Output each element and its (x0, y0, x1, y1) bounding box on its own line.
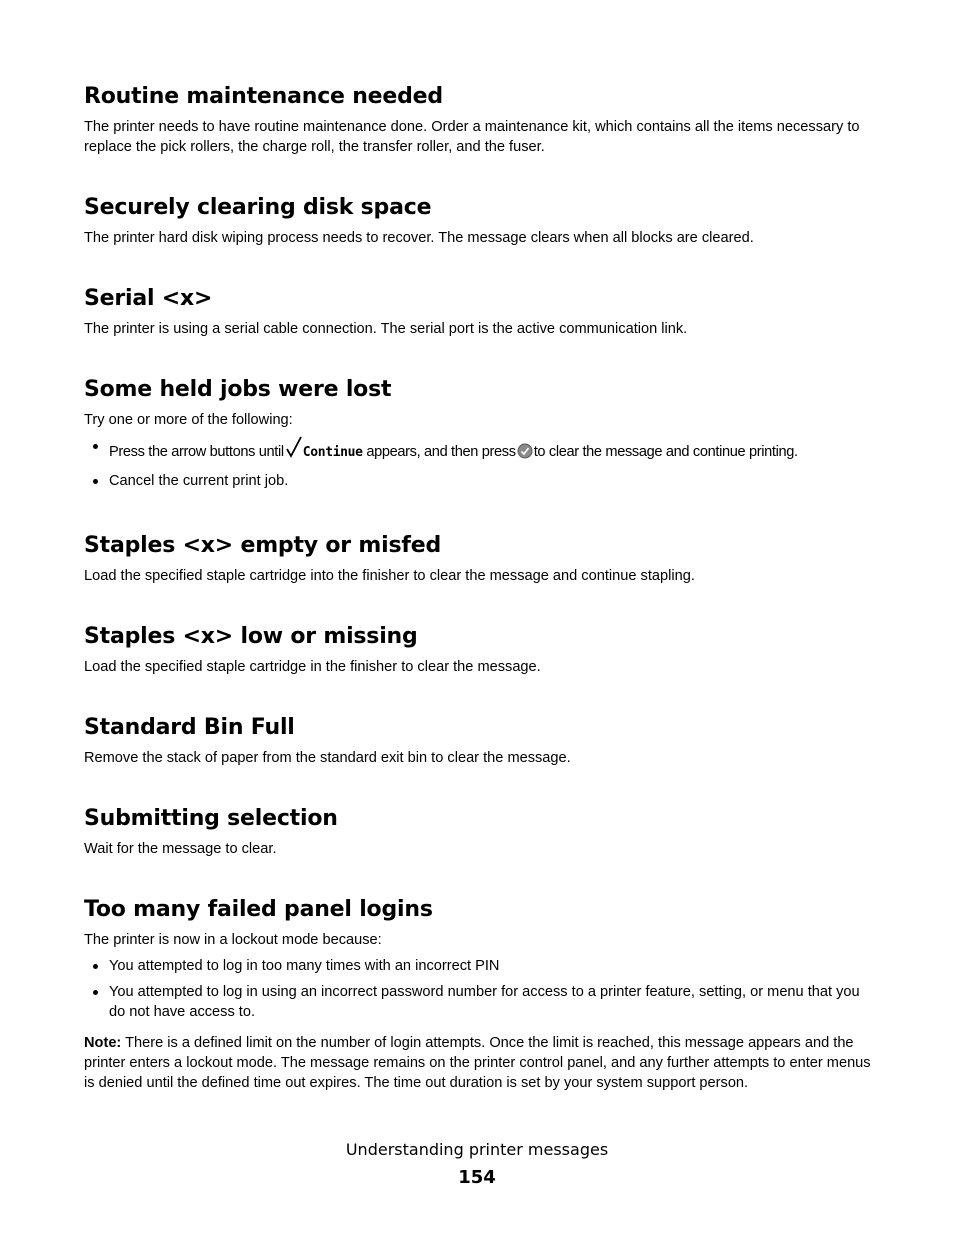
section-standard-bin-full (84, 713, 874, 768)
select-button-icon (517, 443, 533, 465)
bullet-text-post: to clear the message and continue printing. (533, 444, 798, 460)
section-heading: Staples <x> empty or misfed (84, 533, 442, 558)
section-body: Try one or more of the following: (84, 412, 293, 428)
section-failed-logins (84, 895, 874, 1093)
note-paragraph (84, 1033, 874, 1093)
section-body: Wait for the message to clear. (84, 841, 277, 857)
section-serial (84, 284, 874, 339)
section-heading: Some held jobs were lost (84, 377, 392, 402)
section-body: Load the specified staple cartridge into the finisher to clear the message and continue stapling. (84, 568, 695, 584)
section-routine-maintenance (84, 82, 874, 157)
section-heading: Routine maintenance needed (84, 84, 443, 109)
bullet-list (84, 956, 874, 1022)
section-heading: Standard Bin Full (84, 715, 295, 740)
checkmark-icon (286, 436, 302, 464)
section-submitting-selection (84, 804, 874, 859)
section-heading: Submitting selection (84, 806, 338, 831)
section-staples-low (84, 622, 874, 677)
document-content (84, 82, 874, 1093)
section-body: The printer is using a serial cable connection. The serial port is the active communication link. (84, 321, 688, 337)
footer-title: Understanding printer messages (345, 1140, 609, 1159)
list-item: You attempted to log in too many times with an incorrect PIN (84, 956, 874, 976)
section-held-jobs-lost (84, 375, 874, 491)
section-body: The printer is now in a lockout mode because: (84, 932, 382, 948)
bullet-list (84, 436, 874, 491)
page-number: 154 (458, 1167, 496, 1188)
section-staples-empty (84, 531, 874, 586)
bullet-text-mid: appears, and then press (366, 444, 516, 460)
section-heading: Staples <x> low or missing (84, 624, 418, 649)
continue-code: Continue (302, 445, 363, 460)
section-body: The printer needs to have routine maintenance done. Order a maintenance kit, which contains all the items necessary to replace the pick rollers, the charge roll, the transfer roller, and the fuser. (84, 119, 860, 155)
list-item (84, 436, 874, 465)
note-text: There is a defined limit on the number of login attempts. Once the limit is reached, this message appears and the printer enters a lockout mode. The message remains on the printer control panel, and any further attempts to enter menus is denied until the defined time out expires. The time out duration is set by your system support person. (84, 1035, 871, 1091)
list-item: You attempted to log in using an incorrect password number for access to a printer feature, setting, or menu that you do not have access to. (84, 982, 874, 1022)
section-heading: Securely clearing disk space (84, 195, 432, 220)
section-body: Remove the stack of paper from the standard exit bin to clear the message. (84, 750, 571, 766)
section-heading: Serial <x> (84, 286, 213, 311)
bullet-text-pre: Press the arrow buttons until (109, 444, 284, 460)
section-body: The printer hard disk wiping process needs to recover. The message clears when all blocks are cleared. (84, 230, 754, 246)
section-body: Load the specified staple cartridge in the finisher to clear the message. (84, 659, 541, 675)
section-securely-clearing (84, 193, 874, 248)
note-label: Note: (84, 1035, 122, 1051)
list-item: Cancel the current print job. (84, 471, 874, 491)
section-heading: Too many failed panel logins (84, 897, 433, 922)
